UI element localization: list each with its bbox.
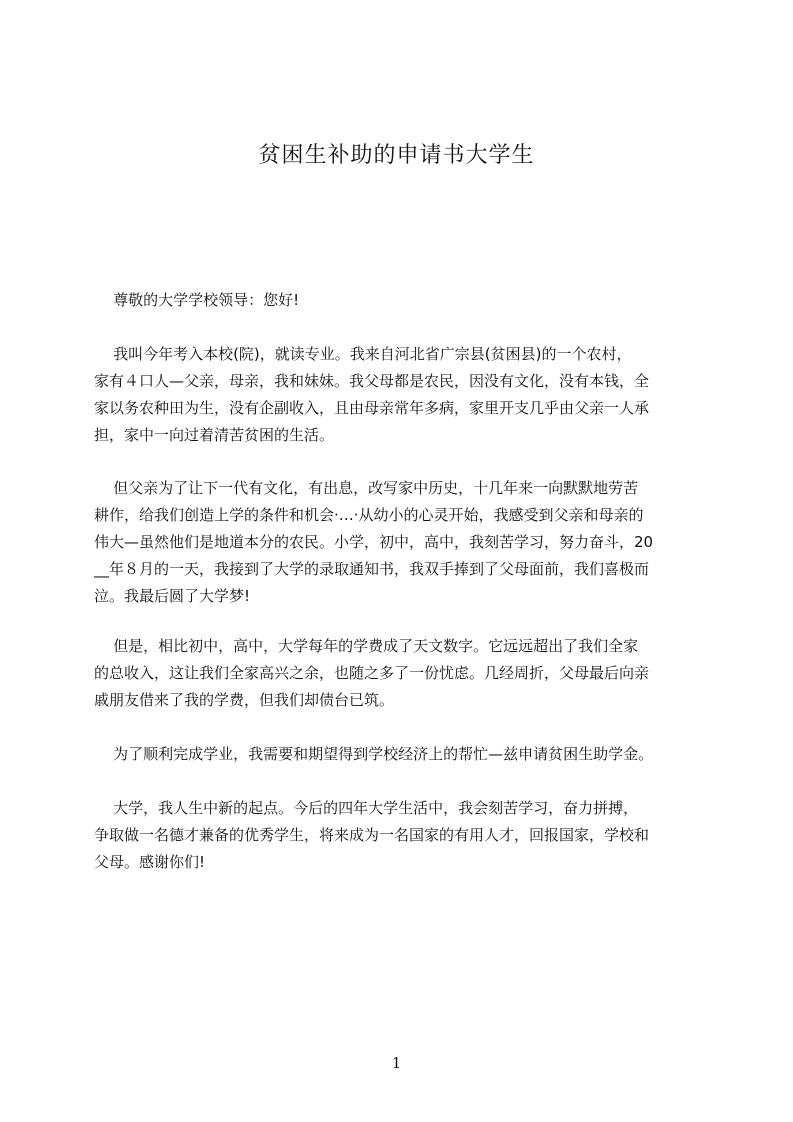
paragraph-family-background	[94, 341, 704, 449]
document-title: 贫困生补助的申请书大学生	[258, 143, 535, 168]
paragraph-line: 担，家中一向过着清苦贫困的生活。	[94, 426, 335, 444]
paragraph-line: 戚朋友借来了我的学费，但我们却债台已筑。	[94, 691, 395, 709]
paragraph-line: 泣。我最后圆了大学梦!	[94, 587, 251, 605]
paragraph-line: __年８月的一天，我接到了大学的录取通知书，我双手捧到了父母面前，我们喜极而	[94, 560, 650, 578]
paragraph-line: 耕作，给我们创造上学的条件和机会·…·从幼小的心灵开始，我感受到父亲和母亲的	[94, 506, 644, 524]
paragraph-line: 为了顺利完成学业，我需要和期望得到学校经济上的帮忙—兹申请贫困生助学金。	[94, 745, 654, 763]
greeting	[94, 287, 704, 314]
paragraph-line: 父母。感谢你们!	[94, 853, 206, 871]
paragraph-line: 大学，我人生中新的起点。今后的四年大学生活中，我会刻苦学习，奋力拼搏，	[94, 799, 639, 817]
paragraph-line: 但父亲为了让下一代有文化，有出息，改写家中历史，十几年来一向默默地劳苦	[94, 479, 639, 497]
paragraph-line: 我叫今年考入本校(院)，就读专业。我来自河北省广宗县(贫困县)的一个农村，	[94, 345, 632, 363]
paragraph-request	[94, 741, 704, 768]
paragraph-line: 家以务农种田为生，没有企副收入，且由母亲常年多病，家里开支几乎由父亲一人承	[94, 399, 650, 417]
paragraph-education	[94, 475, 704, 610]
paragraph-closing	[94, 795, 704, 876]
paragraph-line: 但是，相比初中，高中，大学每年的学费成了天文数字。它远远超出了我们全家	[94, 637, 639, 655]
greeting-line: 尊敬的大学学校领导：您好!	[94, 291, 300, 309]
paragraph-line: 的总收入，这让我们全家高兴之余，也随之多了一份忧虑。几经周折，父母最后向亲	[94, 664, 650, 682]
page-number: 1	[391, 1054, 402, 1072]
paragraph-line: 争取做一名德才兼备的优秀学生，将来成为一名国家的有用人才，回报国家，学校和	[94, 826, 650, 844]
paragraph-line: 家有４口人—父亲，母亲，我和妹妹。我父母都是农民，因没有文化，没有本钱，全	[94, 372, 650, 390]
paragraph-tuition	[94, 633, 704, 714]
paragraph-line: 伟大—虽然他们是地道本分的农民。小学，初中，高中，我刻苦学习，努力奋斗，20	[94, 533, 654, 551]
